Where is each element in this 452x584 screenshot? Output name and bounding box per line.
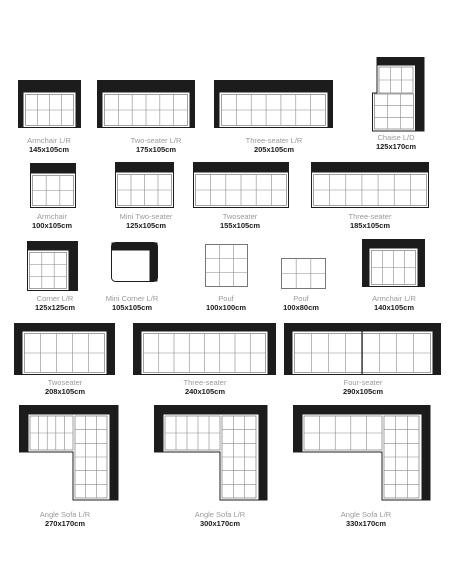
module-name: Two-seater L/R: [130, 136, 182, 145]
module-name: Twoseater: [222, 212, 258, 221]
module-label: [305, 212, 435, 230]
module-size: 175x105cm: [135, 145, 177, 154]
armchair-back-icon: [30, 163, 76, 209]
module-name: Mini Corner L/R: [105, 294, 159, 303]
armrest-left: [15, 324, 23, 375]
module-size: 100x80cm: [283, 303, 319, 312]
seat-area: [375, 94, 414, 129]
backrest: [116, 163, 174, 173]
module-size: 290x105cm: [342, 387, 384, 396]
armrest-left: [294, 406, 303, 453]
module-size: 208x105cm: [44, 387, 86, 396]
two-seater-back-icon: [97, 80, 195, 130]
module-size: 105x105cm: [111, 303, 153, 312]
mini-corner-icon: [111, 242, 159, 284]
two-seater-back-icon: [115, 162, 175, 210]
backrest: [377, 58, 424, 66]
backrest-side: [150, 243, 158, 282]
module-name: Three-seater: [183, 378, 227, 387]
backrest: [155, 406, 268, 415]
armrest-right: [190, 81, 195, 128]
pouf-icon: [205, 244, 249, 288]
three-seater-back-icon: [214, 80, 334, 130]
backrest: [215, 81, 333, 93]
backrest-side: [422, 406, 431, 501]
module-name: Armchair L/R: [27, 136, 71, 145]
three-seater-back-icon: [311, 162, 429, 210]
module-size: 205x105cm: [253, 145, 295, 154]
backrest: [285, 324, 441, 332]
backrest: [19, 81, 81, 93]
armrest-right: [107, 324, 115, 375]
module-name: Twoseater: [47, 378, 83, 387]
angle-sofa-icon: [19, 405, 121, 503]
backrest: [294, 406, 431, 415]
module-name: Armchair: [36, 212, 67, 221]
backrest: [194, 163, 289, 173]
module-size: 300x170cm: [199, 519, 241, 528]
module-size: 185x105cm: [349, 221, 391, 230]
armrest-left: [285, 324, 293, 375]
module-size: 100x100cm: [205, 303, 247, 312]
module-size: 145x105cm: [28, 145, 70, 154]
angle-sofa-icon: [154, 405, 270, 503]
armrest-right: [433, 324, 441, 375]
module-size: 270x170cm: [44, 519, 86, 528]
module-name: Four-seater: [343, 378, 383, 387]
module-size: 140x105cm: [373, 303, 415, 312]
armrest-left: [98, 81, 103, 128]
module-name: Angle Sofa L/R: [39, 510, 91, 519]
module-size: 125x105cm: [125, 221, 167, 230]
module-name: Corner L/R: [36, 294, 74, 303]
module-name: Angle Sofa L/R: [194, 510, 246, 519]
pouf-icon: [281, 258, 327, 290]
module-size: 330x170cm: [345, 519, 387, 528]
armrest-left: [20, 406, 29, 453]
three-seater-arms-icon: [133, 323, 277, 377]
module-label: [331, 133, 452, 151]
backrest-side: [69, 242, 78, 291]
module-name: Three-seater L/R: [245, 136, 303, 145]
backrest: [31, 164, 76, 174]
four-seater-arms-icon: [284, 323, 442, 377]
backrest: [20, 406, 119, 415]
module-name: Armchair L/R: [372, 294, 416, 303]
module-name: Chaise L/D: [377, 133, 415, 142]
two-seater-arms-icon: [14, 323, 116, 377]
chaise-icon: [372, 57, 426, 135]
module-label: [0, 510, 130, 528]
armrest-left: [363, 240, 370, 287]
armchair-back-icon: [18, 80, 80, 130]
armrest-left: [155, 406, 164, 453]
module-label: [329, 294, 452, 312]
backrest: [15, 324, 115, 332]
module-name: Mini Two-seater: [119, 212, 173, 221]
backrest-side: [415, 58, 424, 132]
armrest-right: [268, 324, 276, 375]
module-label: [209, 136, 339, 154]
seat-area: [30, 253, 67, 289]
module-label: [155, 510, 285, 528]
module-size: 240x105cm: [184, 387, 226, 396]
armrest-right: [328, 81, 333, 128]
backrest-side: [259, 406, 268, 501]
backrest: [134, 324, 276, 332]
armrest-left: [19, 81, 24, 128]
backrest-side: [110, 406, 119, 501]
two-seater-back-icon: [193, 162, 289, 210]
backrest: [98, 81, 195, 93]
module-label: [0, 378, 130, 396]
module-label: [91, 136, 221, 154]
module-size: 125x170cm: [375, 142, 417, 151]
armrest-right: [76, 81, 81, 128]
armrest-left: [215, 81, 220, 128]
backrest: [363, 240, 425, 249]
module-name: Pouf: [218, 294, 234, 303]
module-name: Angle Sofa L/R: [340, 510, 392, 519]
module-size: 100x105cm: [31, 221, 73, 230]
seat-area: [206, 245, 248, 287]
armrest-right: [418, 240, 425, 287]
module-size: 125x125cm: [34, 303, 76, 312]
module-size: 155x105cm: [219, 221, 261, 230]
module-label: [298, 378, 428, 396]
armrest-left: [134, 324, 142, 375]
module-label: [301, 510, 431, 528]
backrest: [312, 163, 429, 173]
module-name: Pouf: [293, 294, 309, 303]
armchair-icon: [362, 239, 426, 289]
corner-icon: [27, 241, 79, 293]
module-label: [175, 212, 305, 230]
module-name: Three-seater: [348, 212, 392, 221]
angle-sofa-icon: [293, 405, 433, 503]
module-label: [140, 378, 270, 396]
